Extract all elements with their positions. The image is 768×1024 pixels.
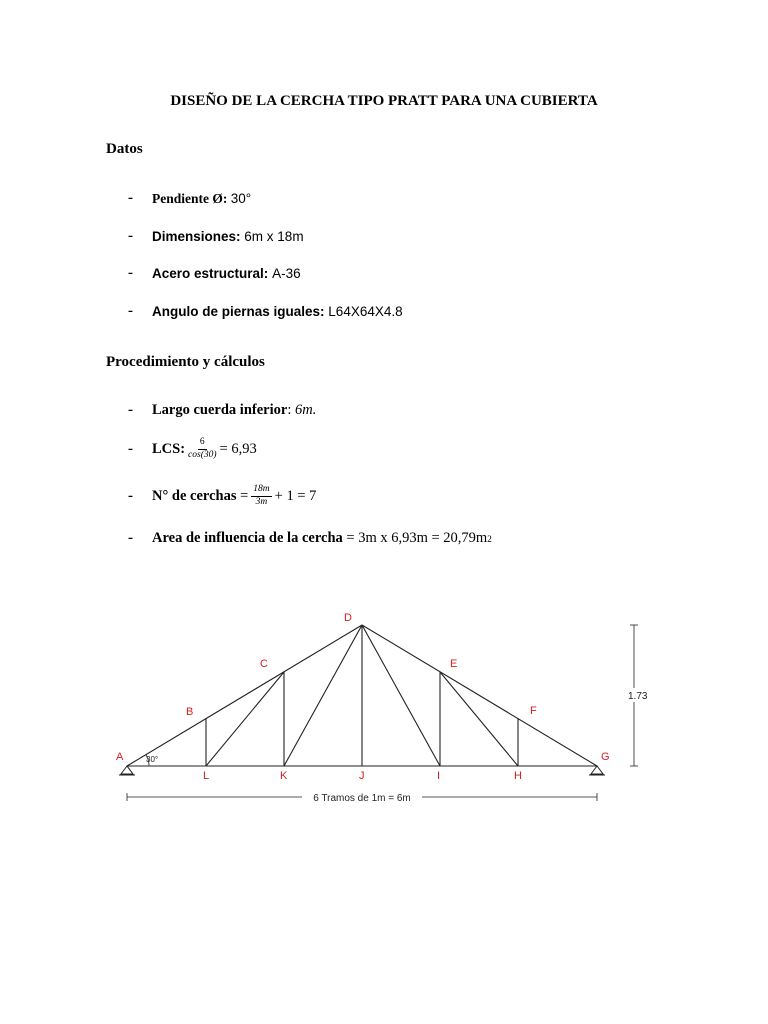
node-label-h: H: [514, 770, 522, 782]
page-title: DISEÑO DE LA CERCHA TIPO PRATT PARA UNA CUBIERTA: [170, 93, 598, 109]
item-value: L64X64X4.8: [328, 304, 403, 319]
node-label-f: F: [530, 705, 537, 717]
node-label-b: B: [186, 706, 194, 718]
diagonal-member-cl: [206, 672, 284, 766]
node-label-e: E: [450, 658, 458, 670]
height-label: 1.73: [628, 691, 648, 702]
item-label: Dimensiones:: [152, 229, 241, 244]
item-value: 6m.: [294, 402, 317, 418]
top-chord-right: [362, 625, 597, 766]
fraction: [188, 438, 217, 461]
proc-item-cerchas: - N° de cerchas = $\frac{18m}{3m}$ + 1 = 7: [128, 484, 317, 507]
equals-sign: =: [240, 487, 249, 504]
node-label-i: I: [437, 770, 441, 782]
fraction-denominator: cos(30): [188, 449, 217, 460]
support-right: [589, 766, 605, 775]
top-chord-left: [127, 625, 362, 766]
diagonal-member-di: [362, 625, 440, 766]
diagonal-member-dk: [284, 625, 362, 766]
node-label-a: A: [116, 751, 124, 763]
section-heading-procedimiento: Procedimiento y cálculos: [106, 354, 265, 370]
node-label-g: G: [601, 751, 610, 763]
item-label: Acero estructural:: [152, 266, 269, 281]
item-label: N° de cerchas: [152, 487, 237, 504]
datos-item-angulo: - Angulo de piernas iguales: L64X64X4.8: [128, 303, 403, 319]
section-heading-datos: Datos: [106, 141, 143, 157]
item-label: LCS:: [152, 440, 186, 457]
datos-item-acero: - Acero estructural: A-36: [128, 265, 301, 281]
item-value: 30°: [230, 191, 252, 206]
diagonal-member-eh: [440, 672, 518, 766]
exponent: 2: [487, 533, 492, 544]
item-value: A-36: [272, 266, 301, 281]
node-label-j: J: [359, 770, 365, 782]
node-label-l: L: [203, 770, 210, 782]
truss-members: [127, 625, 597, 766]
item-label: Angulo de piernas iguales:: [152, 304, 325, 319]
pratt-truss-diagram: [0, 600, 768, 820]
angle-label: 30°: [146, 755, 159, 764]
item-label: Largo cuerda inferior: [152, 402, 288, 418]
fraction: [251, 485, 271, 508]
item-label: Pendiente Ø:: [152, 190, 228, 206]
node-label-d: D: [344, 612, 352, 624]
fraction-numerator: 6: [198, 438, 207, 450]
proc-item-largo: - Largo cuerda inferior : 6m.: [128, 402, 317, 418]
item-expression: = 3m x 6,93m = 20,79m: [346, 530, 488, 546]
fraction-numerator: 18m: [251, 485, 271, 497]
proc-item-lcs: - LCS: $\frac{6}{\cos(30)}$ = 6,93: [128, 437, 257, 460]
node-label-k: K: [280, 770, 288, 782]
span-label: 6 Tramos de 1m = 6m: [313, 793, 411, 804]
fraction-denominator: 3m: [255, 496, 268, 507]
node-label-c: C: [260, 658, 268, 670]
item-result: = 6,93: [219, 440, 257, 457]
support-left: [119, 766, 135, 775]
datos-item-dimensiones: - Dimensiones: 6m x 18m: [128, 228, 304, 244]
item-result: + 1 = 7: [274, 487, 317, 504]
proc-item-area: - Area de influencia de la cercha = 3m x 6,93m = 20,79m 2: [128, 530, 492, 546]
item-label: Area de influencia de la cercha: [152, 530, 343, 546]
item-value: 6m x 18m: [244, 229, 304, 244]
node-labels: [116, 612, 610, 782]
datos-item-pendiente: - Pendiente Ø: 30°: [128, 190, 252, 206]
